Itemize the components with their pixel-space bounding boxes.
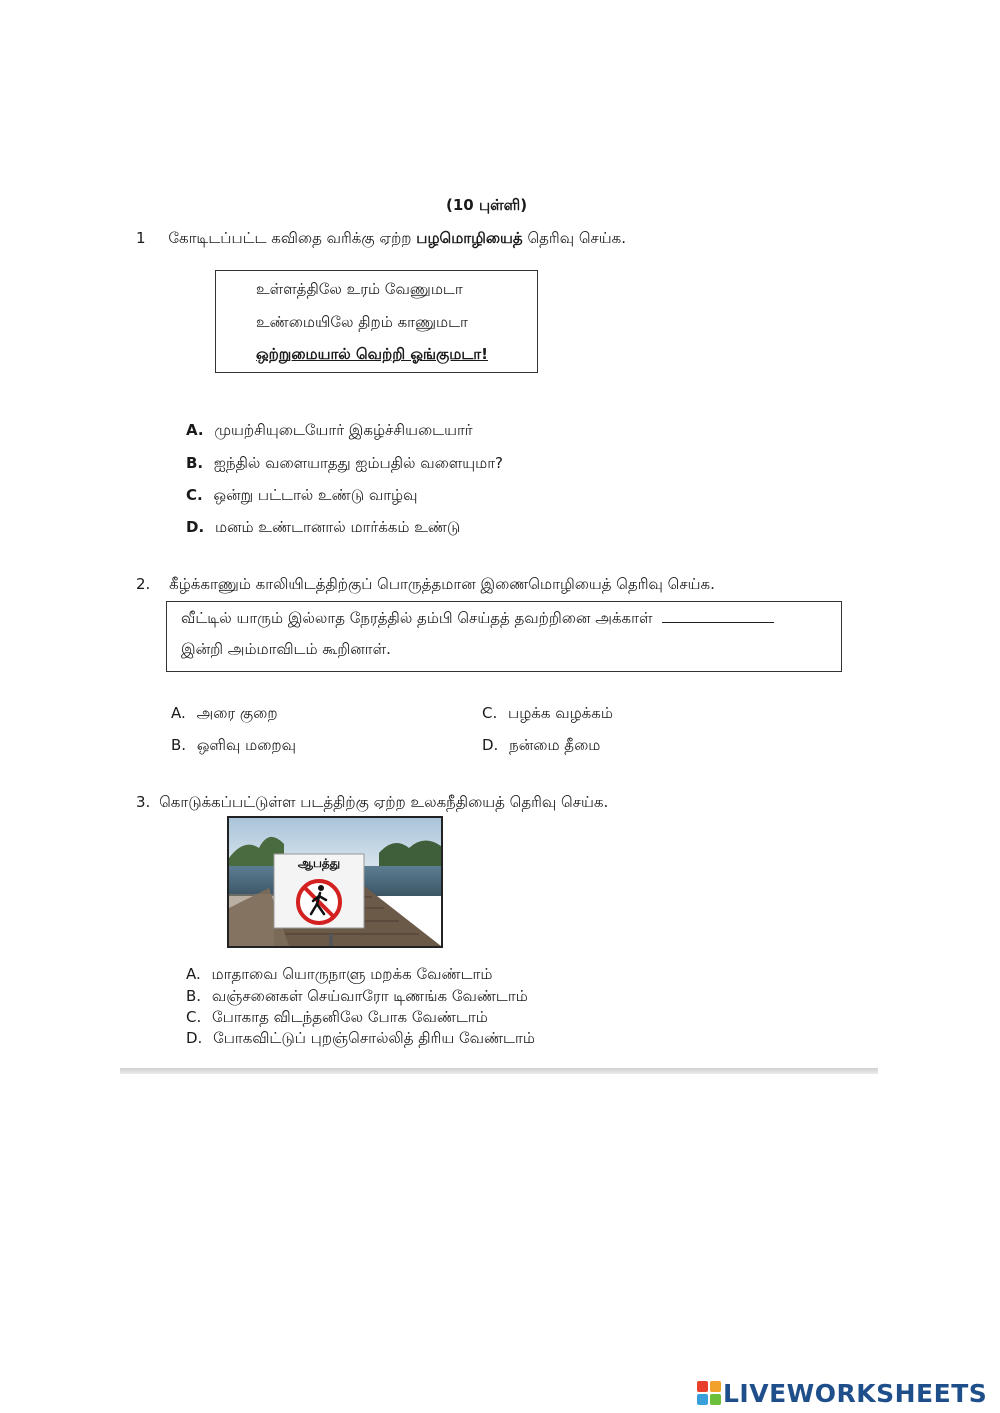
q2-blank[interactable]	[662, 608, 774, 623]
q2-option-a-letter: A.	[171, 704, 186, 722]
q1-prompt-before: கோடிடப்பட்ட கவிதை வரிக்கு ஏற்ற	[168, 229, 417, 247]
q2-option-c-letter: C.	[482, 704, 498, 722]
q3-sign-text: ஆபத்து	[297, 856, 341, 870]
q1-option-d-letter: D.	[186, 518, 205, 536]
q1-poem-line-3: ஒற்றுமையால் வெற்றி ஓங்குமடா!	[256, 345, 488, 363]
q2-option-a[interactable]	[171, 704, 278, 724]
q2-sentence-text-1: வீட்டில் யாரும் இல்லாத நேரத்தில் தம்பி செய்தத் தவற்றினை அக்காள்	[181, 609, 653, 627]
q2-option-d-letter: D.	[482, 736, 499, 754]
q2-prompt-text: கீழ்க்காணும் காலியிடத்திற்குப் பொருத்தமான இணைமொழியைத் தெரிவு செய்க.	[169, 575, 715, 593]
q1-option-d-text: மனம் உண்டானால் மார்க்கம் உண்டு	[214, 518, 461, 536]
q1-option-a-letter: A.	[186, 421, 204, 439]
q3-option-a-text: மாதாவை யொருநாளு மறக்க வேண்டாம்	[211, 965, 493, 983]
q2-option-d[interactable]	[482, 736, 600, 756]
liveworksheets-logo-icon	[697, 1381, 721, 1405]
q1-poem-line-2: உண்மையிலே திறம் காணுமடா	[256, 313, 468, 331]
q3-picture	[227, 816, 443, 948]
q2-sentence-line-1	[181, 608, 774, 629]
q1-option-b-text: ஐந்தில் வளையாதது ஐம்பதில் வளையுமா?	[213, 454, 504, 472]
q3-number: 3.	[136, 793, 151, 811]
q1-option-b[interactable]	[186, 454, 503, 474]
q2-option-b-text: ஒளிவு மறைவு	[196, 736, 296, 754]
q1-option-a-text: முயற்சியுடையோர் இகழ்ச்சியடையார்	[214, 421, 473, 439]
q1-poem-line-1: உள்ளத்திலே உரம் வேணுமடா	[256, 280, 463, 298]
page-divider	[120, 1068, 878, 1074]
q1-prompt-bold: பழமொழியைத்	[416, 229, 523, 247]
q3-option-a[interactable]	[186, 965, 492, 985]
q2-prompt	[136, 575, 715, 595]
q2-number: 2.	[136, 575, 151, 593]
q2-option-c[interactable]	[482, 704, 613, 724]
bridge-danger-sign-image	[229, 818, 441, 946]
points-label: (10 புள்ளி)	[446, 196, 528, 214]
q3-prompt-text: கொடுக்கப்பட்டுள்ள படத்திற்கு ஏற்ற உலகநீதியைத் தெரிவு செய்க.	[159, 793, 609, 811]
q1-number: 1	[136, 229, 146, 247]
q2-option-b[interactable]	[171, 736, 296, 756]
q1-prompt	[136, 229, 626, 249]
q3-option-c-letter: C.	[186, 1008, 202, 1026]
q3-option-d-text: போகவிட்டுப் புறஞ்சொல்லித் திரிய வேண்டாம்	[213, 1029, 535, 1047]
q1-option-a[interactable]	[186, 421, 473, 441]
q3-option-b-text: வஞ்சனைகள் செய்வாரோ டிணங்க வேண்டாம்	[211, 987, 528, 1005]
q3-option-c-text: போகாத விடந்தனிலே போக வேண்டாம்	[212, 1008, 488, 1026]
q3-option-a-letter: A.	[186, 965, 201, 983]
q3-option-b-letter: B.	[186, 987, 202, 1005]
q1-prompt-after: தெரிவு செய்க.	[522, 229, 627, 247]
q1-option-c-letter: C.	[186, 486, 203, 504]
q3-option-c[interactable]	[186, 1008, 488, 1028]
q3-option-d[interactable]	[186, 1029, 535, 1049]
q1-option-c[interactable]	[186, 486, 418, 506]
q2-sentence-line-2: இன்றி அம்மாவிடம் கூறினாள்.	[181, 640, 391, 658]
q2-option-a-text: அரை குறை	[196, 704, 278, 722]
q3-prompt	[136, 793, 608, 813]
q1-option-d[interactable]	[186, 518, 460, 538]
q2-option-b-letter: B.	[171, 736, 187, 754]
q2-option-c-text: பழக்க வழக்கம்	[508, 704, 613, 722]
q1-option-c-text: ஒன்று பட்டால் உண்டு வாழ்வு	[213, 486, 418, 504]
q2-option-d-text: நன்மை தீமை	[509, 736, 601, 754]
q1-option-b-letter: B.	[186, 454, 204, 472]
q3-option-d-letter: D.	[186, 1029, 203, 1047]
liveworksheets-logo-text: LIVEWORKSHEETS	[723, 1378, 988, 1408]
q3-option-b[interactable]	[186, 987, 528, 1007]
liveworksheets-logo[interactable]	[697, 1378, 987, 1408]
